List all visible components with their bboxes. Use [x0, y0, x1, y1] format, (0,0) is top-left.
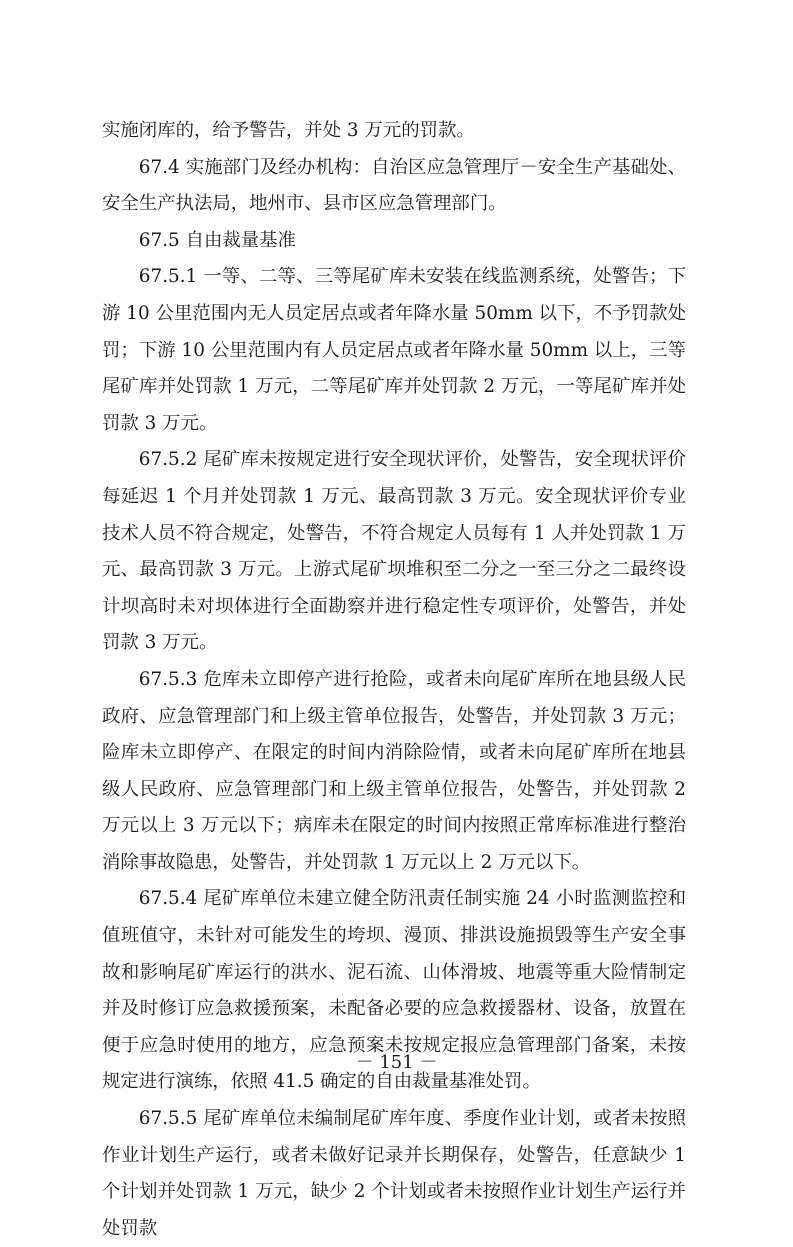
section-heading-67-5: 67.5 自由裁量基准: [138, 229, 296, 251]
document-body: [102, 113, 686, 1247]
paragraph-continuation: 实施闭库的，给予警告，并处 3 万元的罚款。: [102, 120, 475, 141]
paragraph-67-5-3: 67.5.3 危库未立即停产进行抢险，或者未向尾矿库所在地县级人民政府、应急管理部门和上级主管单位报告，处警告，并处罚款 3 万元；险库未立即停产、在限定的时间内消除险情，或者未向尾矿库所在地县级人民政府、应急管理部门和上级主管单位报告，处警告，并处罚款 2 万元以上 3 万元以下；病库未在限定的时间内按照正常库标准进行整治消除事故隐患，处警告，并处罚款 1 万元以上 2 万元以下。: [102, 668, 686, 873]
paragraph-67-5-5: 67.5.5 尾矿库单位未编制尾矿库年度、季度作业计划，或者未按照作业计划生产运行，或者未做好记录并长期保存，处警告，任意缺少 1 个计划并处罚款 1 万元，缺少 2 个计划或者未按照作业计划生产运行并处罚款: [102, 1108, 686, 1239]
page-number: － 151 －: [355, 1052, 438, 1073]
paragraph-67-4: 67.4 实施部门及经办机构：自治区应急管理厅－安全生产基础处、安全生产执法局，地州市、县市区应急管理部门。: [102, 156, 686, 215]
paragraph-67-5-1: 67.5.1 一等、二等、三等尾矿库未安装在线监测系统，处警告；下游 10 公里范围内无人员定居点或者年降水量 50mm 以下，不予罚款处罚；下游 10 公里范围内有人员定居点或者年降水量 50mm 以上，三等尾矿库并处罚款 1 万元，二等尾矿库并处罚款 2 万元，一等尾矿库并处罚款 3 万元。: [102, 266, 686, 434]
paragraph-67-5-4: 67.5.4 尾矿库单位未建立健全防汛责任制实施 24 小时监测监控和值班值守，未针对可能发生的垮坝、漫顶、排洪设施损毁等生产安全事故和影响尾矿库运行的洪水、泥石流、山体滑坡、地震等重大险情制定并及时修订应急救援预案，未配备必要的应急救援器材、设备，放置在便于应急时使用的地方，应急预案未按规定报应急管理部门备案，未按规定进行演练，依照 41.5 确定的自由裁量基准处罚。: [102, 888, 686, 1093]
paragraph-67-5-2: 67.5.2 尾矿库未按规定进行安全现状评价，处警告，安全现状评价每延迟 1 个月并处罚款 1 万元、最高罚款 3 万元。安全现状评价专业技术人员不符合规定，处警告，不符合规定人员每有 1 人并处罚款 1 万元、最高罚款 3 万元。上游式尾矿坝堆积至二分之一至三分之二最终设计坝高时未对坝体进行全面勘察并进行稳定性专项评价，处警告，并处罚款 3 万元。: [102, 449, 686, 654]
